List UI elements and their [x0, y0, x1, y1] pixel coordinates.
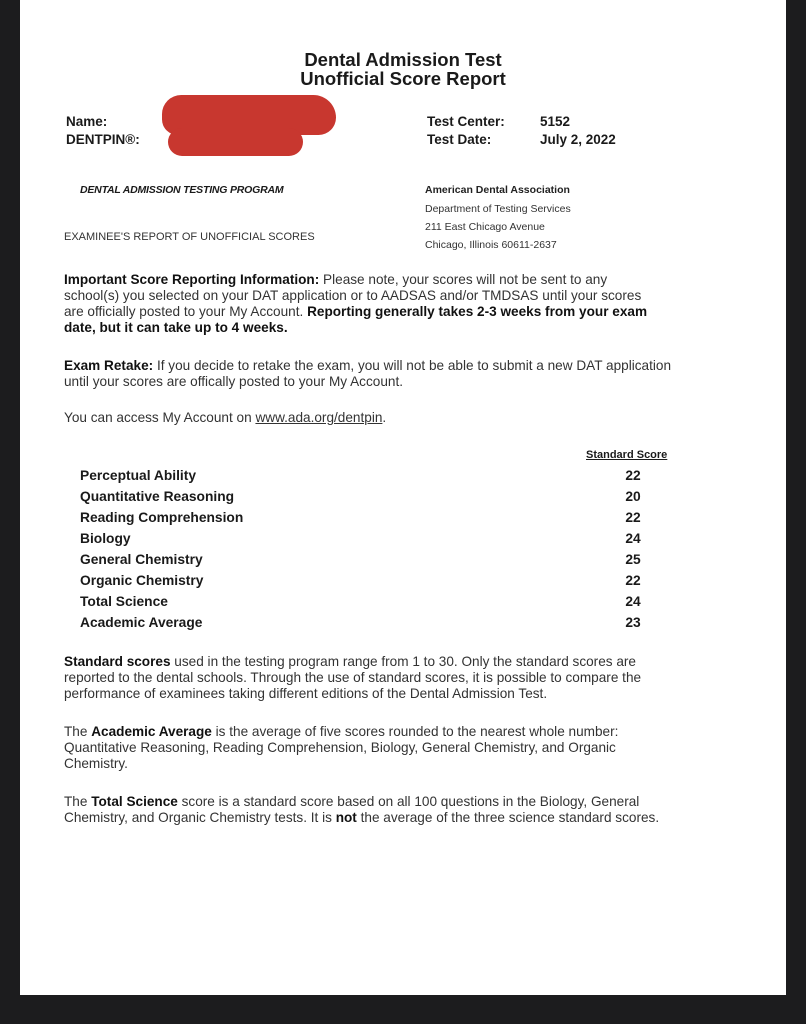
dentpin-link[interactable]: www.ada.org/dentpin: [255, 410, 383, 425]
score-value: 23: [625, 615, 641, 630]
text: Academic Average: [91, 724, 212, 739]
score-value: 24: [625, 531, 641, 546]
text: the average of the three science standard scores.: [356, 810, 660, 825]
score-label: Quantitative Reasoning: [80, 489, 235, 504]
text: Total Science: [91, 794, 178, 809]
address-street: 211 East Chicago Avenue: [425, 221, 545, 233]
text: Please note, your scores will not be sent to any: [319, 272, 608, 287]
text: Quantitative Reasoning, Reading Comprehension, Biology, General Chemistry, and Organic: [64, 740, 616, 755]
standard-scores-note: [64, 654, 641, 702]
test-center-label: Test Center:: [427, 114, 505, 129]
score-value: 25: [625, 552, 641, 567]
text: Chemistry, and Organic Chemistry tests. It is: [64, 810, 336, 825]
score-label: Total Science: [80, 594, 168, 609]
report-subtitle: Unofficial Score Report: [300, 68, 506, 89]
score-label: Perceptual Ability: [80, 468, 197, 483]
text: date, but it can take up to 4 weeks.: [64, 320, 288, 335]
text: The: [64, 794, 92, 809]
text: used in the testing program range from 1 to 30. Only the standard scores are: [170, 654, 636, 669]
dentpin-label: DENTPIN®:: [66, 132, 140, 147]
address-org: American Dental Association: [425, 184, 570, 196]
important-info-paragraph: [64, 272, 647, 336]
text: reported to the dental schools. Through the use of standard scores, it is possible to compare the: [64, 670, 642, 685]
name-label: Name:: [66, 114, 108, 129]
exam-retake-paragraph: [64, 358, 671, 390]
standard-score-header: Standard Score: [586, 449, 668, 461]
exam-retake-heading: Exam Retake:: [64, 358, 154, 373]
important-info-heading: Important Score Reporting Information:: [64, 272, 320, 287]
score-label: Organic Chemistry: [80, 573, 204, 588]
total-science-note: [64, 794, 659, 826]
report-title: Dental Admission Test: [304, 49, 502, 70]
text: until your scores are offically posted to your My Account.: [64, 374, 404, 389]
text: Standard scores: [64, 654, 171, 669]
text: The: [64, 724, 92, 739]
program-name: DENTAL ADMISSION TESTING PROGRAM: [80, 184, 284, 196]
test-date-label: Test Date:: [427, 132, 492, 147]
account-access-paragraph: [64, 410, 386, 426]
text: If you decide to retake the exam, you will not be able to submit a new DAT application: [153, 358, 672, 373]
address-dept: Department of Testing Services: [425, 203, 571, 215]
score-value: 22: [625, 573, 641, 588]
score-label: Academic Average: [80, 615, 203, 630]
text: score is a standard score based on all 100 questions in the Biology, General: [177, 794, 640, 809]
score-value: 22: [625, 468, 641, 483]
score-value: 24: [625, 594, 641, 609]
score-label: Reading Comprehension: [80, 510, 244, 525]
score-label: General Chemistry: [80, 552, 203, 567]
redaction-mark: [168, 128, 303, 156]
report-type: EXAMINEE'S REPORT OF UNOFFICIAL SCORES: [64, 231, 315, 243]
score-label: Biology: [80, 531, 131, 546]
academic-average-note: [64, 724, 618, 772]
text: is the average of five scores rounded to the nearest whole number:: [211, 724, 619, 739]
score-value: 20: [625, 489, 641, 504]
text: Reporting generally takes 2-3 weeks from your exam: [307, 304, 648, 319]
text: are officially posted to your My Account.: [64, 304, 308, 319]
test-date-value: July 2, 2022: [540, 132, 616, 147]
text: Chemistry.: [64, 756, 128, 771]
test-center-value: 5152: [540, 114, 571, 129]
text: You can access My Account on: [64, 410, 256, 425]
score-value: 22: [625, 510, 641, 525]
text: performance of examinees taking different editions of the Dental Admission Test.: [64, 686, 548, 701]
address-city: Chicago, Illinois 60611-2637: [425, 239, 557, 251]
text: .: [382, 410, 387, 425]
text: not: [335, 810, 357, 825]
text: school(s) you selected on your DAT application or to AADSAS and/or TMDSAS until your scores: [64, 288, 642, 303]
